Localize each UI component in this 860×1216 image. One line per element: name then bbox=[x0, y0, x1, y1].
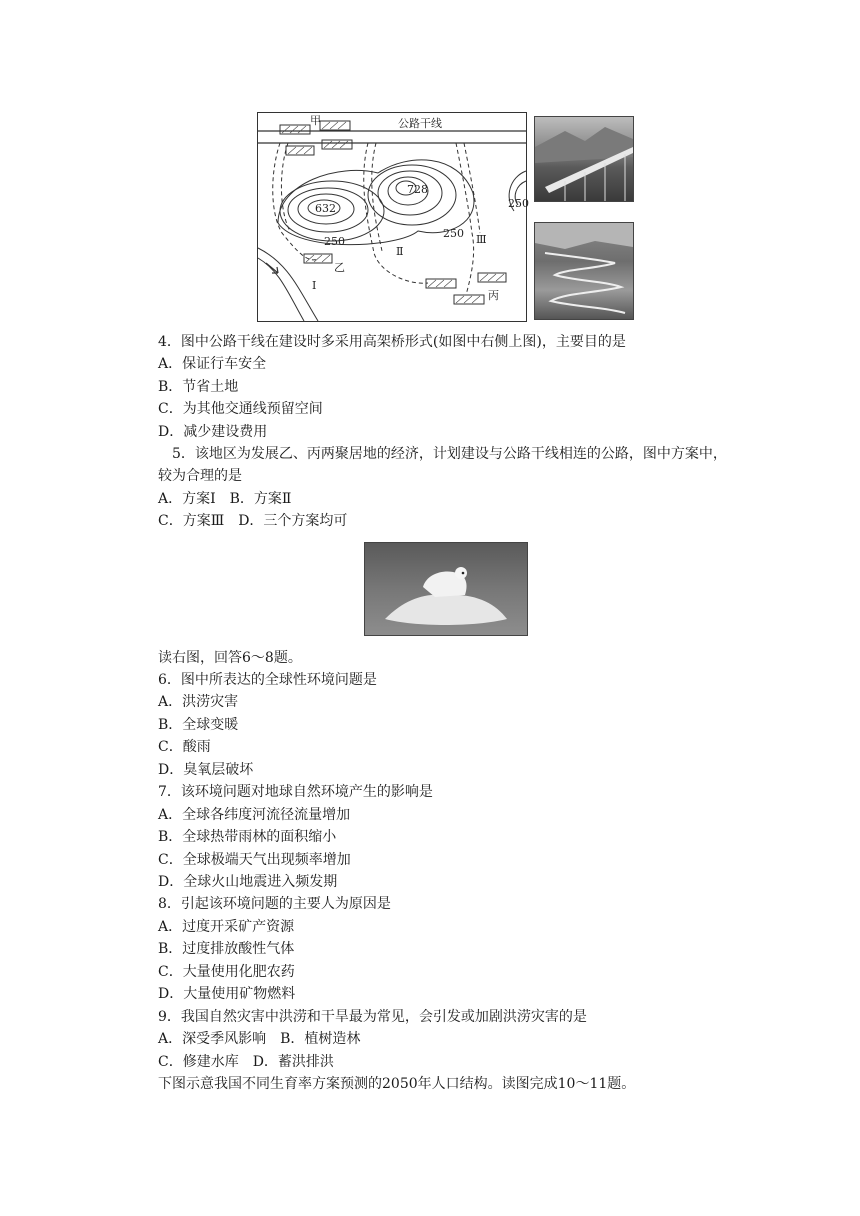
q6-option-c: C．酸雨 bbox=[158, 739, 211, 755]
question-7: 7．该环境问题对地球自然环境产生的影响是 bbox=[158, 784, 433, 800]
q7-option-a: A．全球各纬度河流径流量增加 bbox=[158, 807, 351, 823]
q4-option-d: D．减少建设费用 bbox=[158, 424, 268, 440]
intro-10-11: 下图示意我国不同生育率方案预测的2050年人口结构。读图完成10～11题。 bbox=[158, 1076, 636, 1092]
contour-map bbox=[257, 112, 527, 322]
contour-250-label-a: 250 bbox=[324, 235, 345, 248]
q5-options-cd: C．方案Ⅲ D．三个方案均可 bbox=[158, 513, 348, 529]
intro-6-8: 读右图，回答6～8题。 bbox=[158, 650, 302, 666]
q6-option-d: D．臭氧层破坏 bbox=[158, 762, 254, 778]
road-label: 公路干线 bbox=[398, 117, 442, 130]
question-4: 4．图中公路干线在建设时多采用高架桥形式(如图中右侧上图)，主要目的是 bbox=[158, 334, 626, 350]
q7-option-d: D．全球火山地震进入频发期 bbox=[158, 874, 338, 890]
q4-option-a: A．保证行车安全 bbox=[158, 356, 267, 372]
place-jia-label: 甲 bbox=[310, 114, 321, 127]
question-6: 6．图中所表达的全球性环境问题是 bbox=[158, 672, 377, 688]
q8-option-b: B．过度排放酸性气体 bbox=[158, 941, 295, 957]
q8-option-d: D．大量使用矿物燃料 bbox=[158, 986, 296, 1002]
q5-options-ab: A．方案Ⅰ B．方案Ⅱ bbox=[158, 491, 292, 507]
question-9: 9．我国自然灾害中洪涝和干旱最为常见，会引发或加剧洪涝灾害的是 bbox=[158, 1009, 587, 1025]
q9-options-cd: C．修建水库 D．蓄洪排洪 bbox=[158, 1054, 334, 1070]
q6-option-a: A．洪涝灾害 bbox=[158, 694, 239, 710]
route-1-label: Ⅰ bbox=[312, 279, 317, 292]
q4-option-c: C．为其他交通线预留空间 bbox=[158, 401, 323, 417]
q7-option-b: B．全球热带雨林的面积缩小 bbox=[158, 829, 337, 845]
polar-bear-photo bbox=[364, 542, 528, 636]
route-2-label: Ⅱ bbox=[396, 245, 404, 258]
place-yi-label: 乙 bbox=[334, 261, 345, 274]
contour-map-drawing bbox=[258, 113, 529, 321]
q4-option-b: B．节省土地 bbox=[158, 379, 239, 395]
q7-option-c: C．全球极端天气出现频率增加 bbox=[158, 852, 351, 868]
q8-option-c: C．大量使用化肥农药 bbox=[158, 964, 295, 980]
viaduct-photo bbox=[534, 116, 634, 202]
mountain-road-photo bbox=[534, 222, 634, 320]
q8-option-a: A．过度开采矿产资源 bbox=[158, 919, 295, 935]
contour-728-label: 728 bbox=[407, 183, 428, 196]
q6-option-b: B．全球变暖 bbox=[158, 717, 239, 733]
contour-250-label-c: 250 bbox=[508, 197, 529, 210]
contour-632-label: 632 bbox=[315, 202, 336, 215]
question-5: 5．该地区为发展乙、丙两聚居地的经济，计划建设与公路干线相连的公路，图中方案中，较为合理的是 bbox=[158, 446, 727, 484]
place-bing-label: 丙 bbox=[488, 289, 499, 302]
question-8: 8．引起该环境问题的主要人为原因是 bbox=[158, 896, 391, 912]
route-3-label: Ⅲ bbox=[476, 233, 487, 246]
q9-options-ab: A．深受季风影响 B．植树造林 bbox=[158, 1031, 361, 1047]
contour-250-label-b: 250 bbox=[443, 227, 464, 240]
